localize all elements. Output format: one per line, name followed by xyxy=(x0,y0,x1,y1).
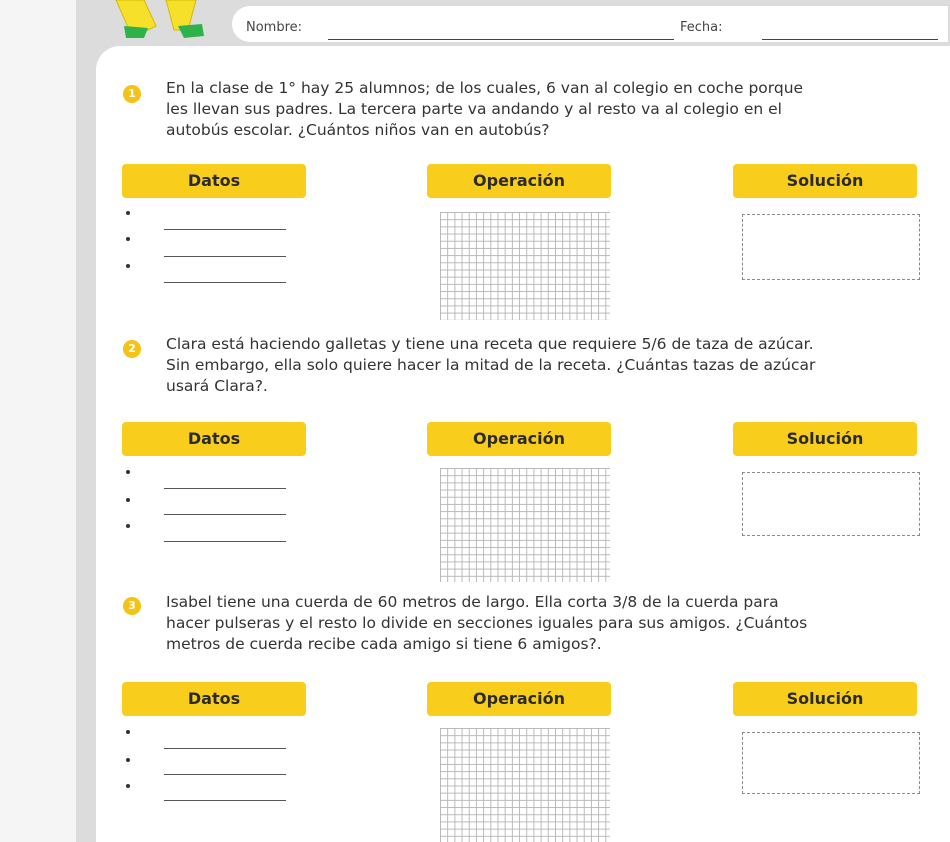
problem-text-line: Isabel tiene una cuerda de 60 metros de largo. Ella corta 3/8 de la cuerda para xyxy=(166,593,779,611)
solucion-label: Solución xyxy=(733,422,917,456)
header-name-date-bar xyxy=(232,6,948,42)
problem-number-badge: 1 xyxy=(123,85,141,103)
answer-line[interactable] xyxy=(164,541,286,542)
bullet xyxy=(126,784,130,788)
solution-box[interactable] xyxy=(742,472,920,536)
problem-text-line: usará Clara?. xyxy=(166,377,268,395)
bullet xyxy=(126,758,130,762)
viewer-left-margin xyxy=(0,0,76,842)
operation-grid[interactable] xyxy=(440,468,610,582)
bullet xyxy=(126,498,130,502)
datos-label: Datos xyxy=(122,164,306,198)
problem-text-line: metros de cuerda recibe cada amigo si tiene 6 amigos?. xyxy=(166,635,602,653)
name-label: Nombre: xyxy=(246,20,303,35)
bullet xyxy=(126,470,130,474)
operacion-label: Operación xyxy=(427,682,611,716)
solucion-label: Solución xyxy=(733,682,917,716)
problem-number-badge: 2 xyxy=(123,340,141,358)
problem-text-line: Sin embargo, ella solo quiere hacer la mitad de la receta. ¿Cuántas tazas de azúcar xyxy=(166,356,816,374)
problem-text-line: autobús escolar. ¿Cuántos niños van en autobús? xyxy=(166,121,550,139)
answer-line[interactable] xyxy=(164,774,286,775)
operacion-label: Operación xyxy=(427,164,611,198)
date-line xyxy=(762,39,938,40)
solution-box[interactable] xyxy=(742,732,920,794)
datos-label: Datos xyxy=(122,682,306,716)
problem-text-line: En la clase de 1° hay 25 alumnos; de los cuales, 6 van al colegio en coche porque xyxy=(166,79,804,97)
problem-text-line: les llevan sus padres. La tercera parte va andando y al resto va al colegio en el xyxy=(166,100,782,118)
bullet xyxy=(126,237,130,241)
operation-grid[interactable] xyxy=(440,212,610,320)
problem-statement xyxy=(166,78,926,141)
problem-text-line: hacer pulseras y el resto lo divide en secciones iguales para sus amigos. ¿Cuántos xyxy=(166,614,808,632)
mascot-logo xyxy=(104,0,234,44)
worksheet-page xyxy=(96,46,950,842)
problem-text-line: Clara está haciendo galletas y tiene una receta que requiere 5/6 de taza de azúcar. xyxy=(166,335,814,353)
answer-line[interactable] xyxy=(164,488,286,489)
operacion-label: Operación xyxy=(427,422,611,456)
datos-label: Datos xyxy=(122,422,306,456)
bullet xyxy=(126,264,130,268)
problem-statement xyxy=(166,334,926,397)
bullet xyxy=(126,730,130,734)
answer-line[interactable] xyxy=(164,514,286,515)
solucion-label: Solución xyxy=(733,164,917,198)
answer-line[interactable] xyxy=(164,748,286,749)
problem-statement xyxy=(166,592,926,655)
bullet xyxy=(126,524,130,528)
answer-line[interactable] xyxy=(164,256,286,257)
operation-grid[interactable] xyxy=(440,728,610,842)
bullet xyxy=(126,211,130,215)
answer-line[interactable] xyxy=(164,800,286,801)
answer-line[interactable] xyxy=(164,282,286,283)
name-line xyxy=(328,39,674,40)
date-label: Fecha: xyxy=(680,20,723,35)
solution-box[interactable] xyxy=(742,214,920,280)
problem-number-badge: 3 xyxy=(123,597,141,615)
answer-line[interactable] xyxy=(164,229,286,230)
